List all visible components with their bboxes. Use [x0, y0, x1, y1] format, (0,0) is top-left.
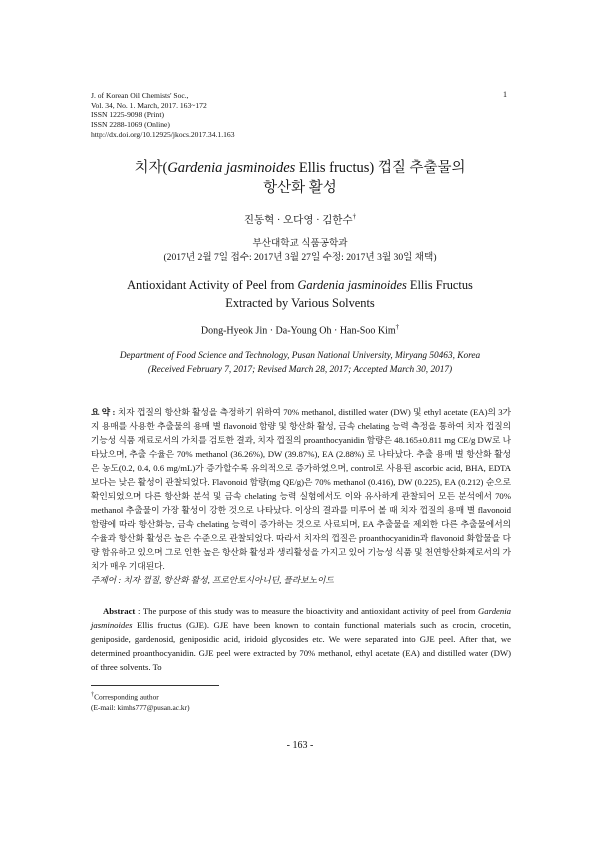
english-abstract: Abstract : The purpose of this study was to measure the bioactivity and antioxidant activity of peel from Gardenia jasminoides Ellis fructus (GJE). GJE have been known to contain functional materials such as crocin, crocetin, geniposide, gardenosid, geniposidic acid, iridoid glycosides etc. We were separated into GJE peel. After that, we determined proanthocyanidin. GJE peel were extracted by 70% methanol, ethyl acetate (EA) and distilled water (DW) of three solvents. To: [91, 606, 511, 673]
footnote-divider: [91, 685, 219, 686]
korean-abstract: [91, 405, 511, 573]
english-affiliation-block: [60, 349, 540, 377]
korean-dates: (2017년 2월 7일 접수: 2017년 3월 27일 수정: 2017년 3월 30일 채택): [163, 252, 437, 263]
korean-title-species: Gardenia jasminoides: [167, 160, 296, 176]
english-title: Antioxidant Activity of Peel from Gardenia jasminoides Ellis Fructus Extracted by Various Solvents: [127, 278, 473, 310]
doi-link[interactable]: http://dx.doi.org/10.12925/jkocs.2017.34.1.163: [91, 129, 235, 139]
running-page-number: 1: [503, 90, 507, 99]
dagger-mark: †: [352, 212, 357, 221]
author-email[interactable]: (E-mail: kimhs777@pusan.ac.kr): [91, 703, 190, 713]
footnote-dagger: †: [91, 692, 95, 698]
dagger-mark: †: [395, 323, 400, 331]
issn-online: ISSN 2288-1069 (Online): [91, 120, 170, 130]
english-authors: Dong-Hyeok Jin · Da-Young Oh · Han-Soo Kim†: [200, 323, 400, 337]
korean-title: 치자(Gardenia jasminoides Ellis fructus) 껍질 추출물의 항산화 활성: [134, 160, 466, 196]
corresponding-author-footnote: [91, 690, 190, 713]
page-footer-number: - 163 -: [286, 740, 314, 751]
issn-print: ISSN 1225-9098 (Print): [91, 110, 164, 120]
english-affiliation: Department of Food Science and Technology, Pusan National University, Miryang 50463, Korea: [119, 351, 481, 361]
korean-authors: 진동혁 · 오다영 · 김한수†: [243, 212, 357, 226]
english-abstract-label: Abstract: [103, 606, 136, 616]
journal-name: J. of Korean Oil Chemists' Soc.,: [91, 91, 189, 100]
footnote-label: Corresponding author: [94, 692, 159, 702]
journal-volume: Vol. 34, No. 1. March, 2017. 163~172: [91, 100, 207, 110]
korean-abstract-label: 요 약 :: [91, 407, 116, 417]
english-dates: (Received February 7, 2017; Revised March 28, 2017; Accepted March 30, 2017): [147, 365, 453, 375]
korean-affiliation-block: [60, 237, 540, 265]
english-abstract-species: Gardenia jasminoides: [91, 606, 511, 631]
korean-abstract-text: 치자 껍질의 항산화 활성을 측정하기 위하여 70% methanol, distilled water (DW) 및 ethyl acetate (EA)의 3가지 용매를 사용한 추출물의 용매 별 flavonoid 함량 및 항산화 활성, 금속 chelating 능력 측정을 통하여 치자 껍질의 기능성 식품 재료로서의 가치를 검토한 결과, 치자 껍질의 proanthocyanidin 함량은 48.165±0.811 mg CE/g DW로 나타났으며, 추출 수율은 70% methanol (36.26%), DW (39.87%), EA (2.88%) 로 나타났다. 추출 용매 별 항산화 활성은 농도(0.2, 0.4, 0.6 mg/mL)가 증가할수록 유의적으로 증가하였으며, control로 사용된 ascorbic acid, BHA, EDTA 보다는 낮은 활성이 관찰되었다. Flavonoid 함량(mg QE/g)은 70% methanol (0.416), DW (0.225), EA (0.212) 순으로 확인되었으며 다른 항산화 분석 및 금속 chelating 능력 실험에서도 이와 유사하게 관찰되어 모든 분석에서 70% methanol 추출물이 가장 활성이 강한 것으로 나타났다. 이상의 결과를 미루어 볼 때 치자 껍질의 용매 별 flavonoid 함량에 따라 항산화능, 금속 chelating 능력이 증가하는 것으로 사료되며, EA 추출물을 제외한 다른 추출물에서의 수율과 항산화 활성은 높은 수준으로 관찰되었다. 따라서 치자의 껍질은 proanthocyanidin과 flavonoid 화합물을 다량 함유하고 있으며 그로 인한 높은 항산화 활성과 생리활성을 가지고 있어 기능성 식품 및 천연항산화제로서의 가치가 매우 기대된다.: [91, 407, 511, 571]
korean-keywords: 주제어 : 치자 껍질, 항산화 활성, 프로안토시아니딘, 플라보노이드: [91, 575, 334, 585]
journal-header: [91, 91, 235, 140]
korean-affiliation: 부산대학교 식품공학과: [252, 238, 348, 249]
english-title-species: Gardenia jasminoides: [297, 278, 407, 292]
